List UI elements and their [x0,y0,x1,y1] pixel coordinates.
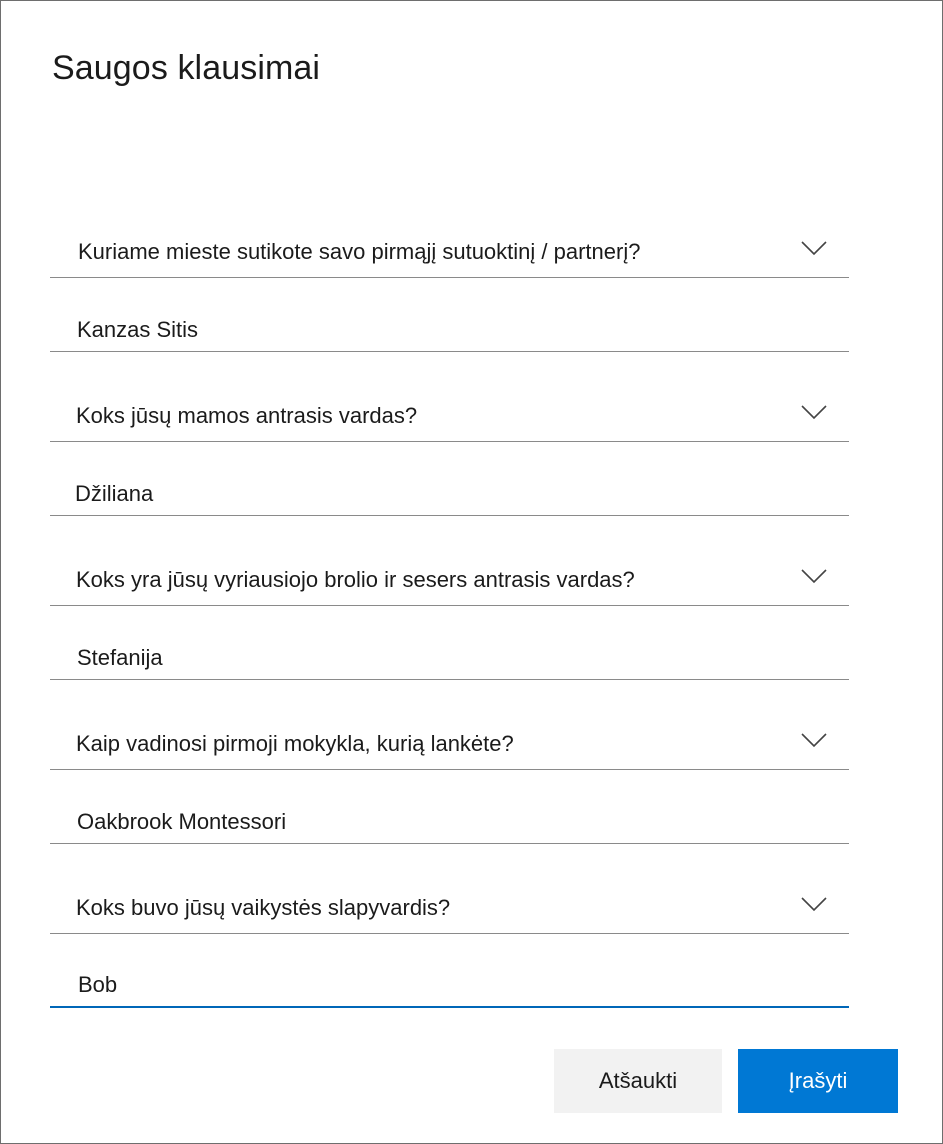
dialog-title: Saugos klausimai [52,49,321,87]
answer-4-input[interactable] [50,786,849,844]
question-1-text: Kuriame mieste sutikote savo pirmąjį sutuoktinį / partnerį? [78,239,641,264]
question-3-dropdown[interactable] [50,546,849,606]
question-2-dropdown[interactable] [50,382,849,442]
chevron-down-icon [801,896,827,912]
chevron-down-icon [801,568,827,584]
question-3-text: Koks yra jūsų vyriausiojo brolio ir sesers antrasis vardas? [76,567,635,592]
save-button[interactable]: Įrašyti [738,1049,898,1113]
answer-5-input[interactable] [50,950,849,1008]
question-4-dropdown[interactable] [50,710,849,770]
chevron-down-icon [801,404,827,420]
question-5-text: Koks buvo jūsų vaikystės slapyvardis? [76,895,451,920]
question-5-dropdown[interactable] [50,874,849,934]
answer-1-input[interactable] [50,294,849,352]
chevron-down-icon [801,732,827,748]
answer-3-input[interactable] [50,622,849,680]
question-2-text: Koks jūsų mamos antrasis vardas? [76,403,418,428]
chevron-down-icon [801,240,827,256]
cancel-button[interactable]: Atšaukti [554,1049,722,1113]
question-1-dropdown[interactable] [50,218,849,278]
answer-2-input[interactable] [50,458,849,516]
question-4-text: Kaip vadinosi pirmoji mokykla, kurią lankėte? [76,731,514,756]
